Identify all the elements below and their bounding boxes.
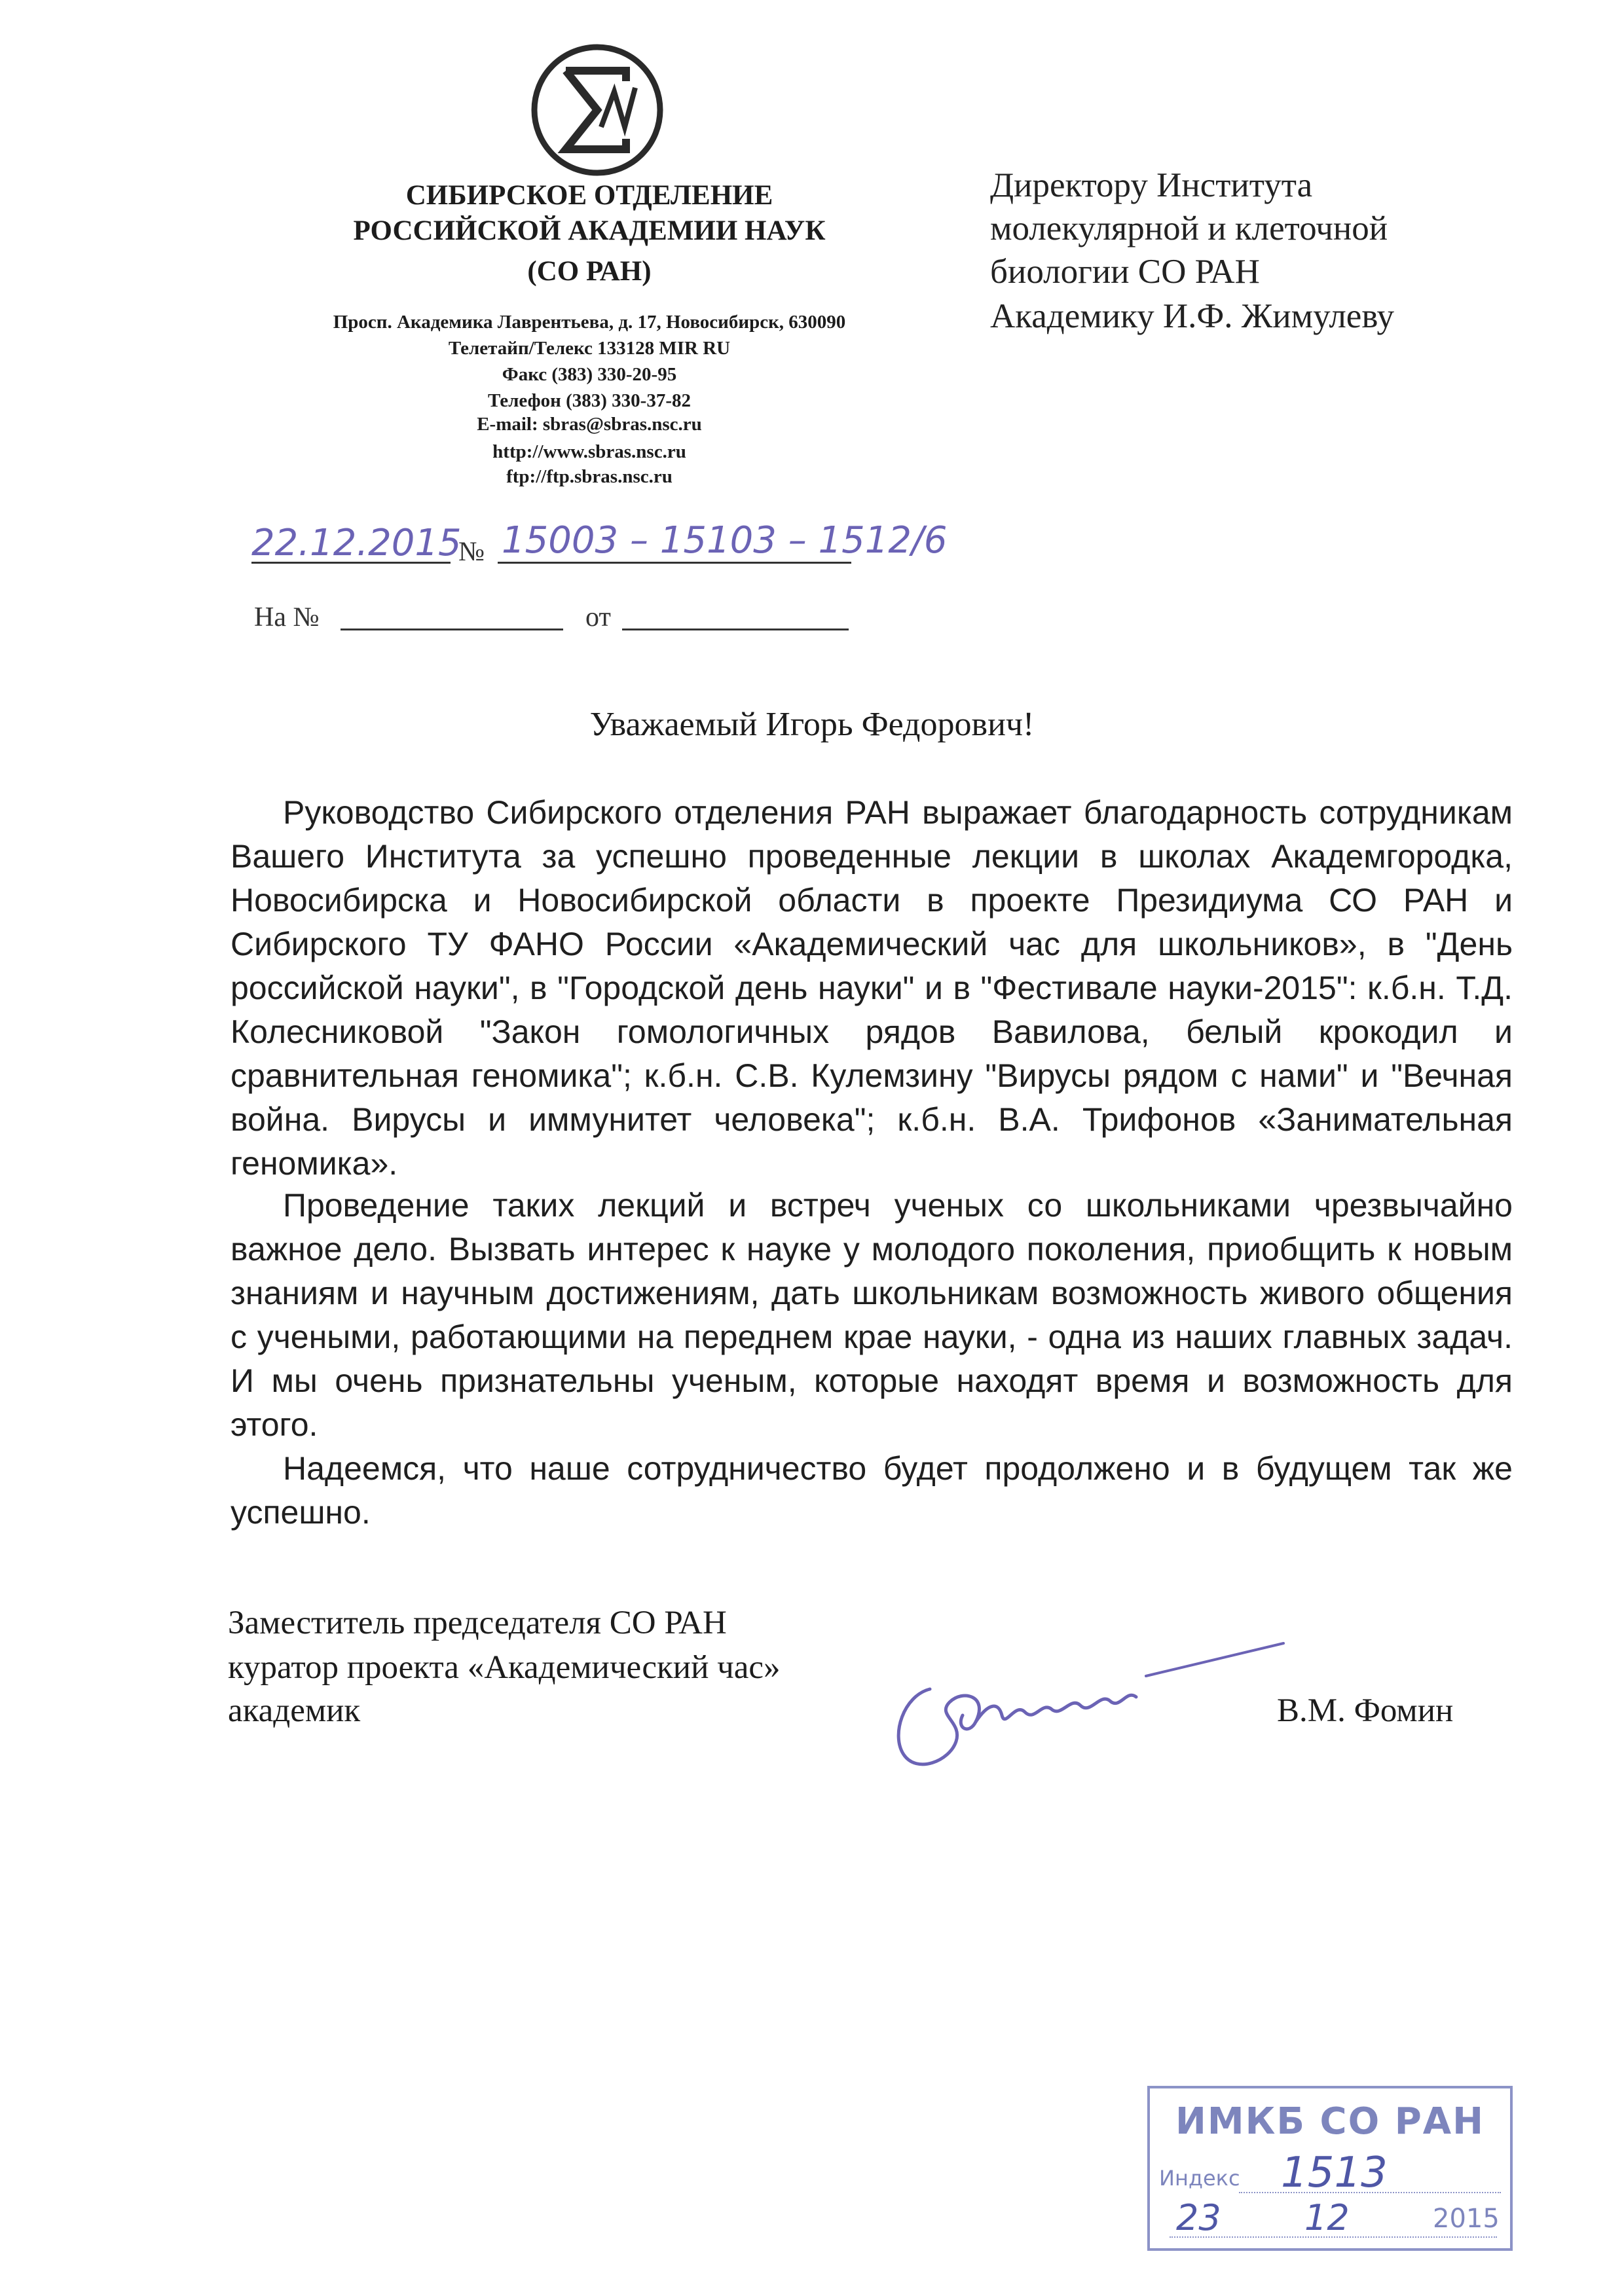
org-fax: Факс (383) 330-20-95 [502,364,677,385]
stamp-organization: ИМКБ СО РАН [1175,2100,1485,2143]
stamp-year: 2015 [1433,2204,1500,2234]
closing-position-line2: куратор проекта «Академический час» [228,1649,781,1686]
registration-date: 22.12.2015 [251,522,462,564]
stamp-month: 12 [1304,2197,1350,2238]
salutation: Уважаемый Игорь Федорович! [589,706,1035,743]
org-email: E-mail: sbras@sbras.nsc.ru [477,414,702,435]
addressee-line3: биологии СО РАН [990,253,1260,291]
org-name-abbr: (СО РАН) [527,256,652,287]
org-ftp: ftp://ftp.sbras.nsc.ru [506,466,673,487]
sb-ras-logo-icon [528,41,667,179]
closing-position-line1: Заместитель председателя СО РАН [228,1605,727,1641]
body-paragraph-2: Проведение таких лекций и встреч ученых со школьниками чрезвычайно важное дело. Вызвать интерес к науке у молодого поколения, приобщить к новым знаниям и научным достижениям, дать школьникам возможность живого общения с учеными, работающими на переднем крае науки, - одна из наших главных задач. И мы очень признательны ученым, которые находят время и возможность для этого. [231,1187,1513,1443]
reply-from-label: от [585,602,611,632]
stamp-index-label: Индекс [1159,2166,1240,2191]
registration-stamp [1147,2086,1513,2251]
registration-number-underline [498,562,851,564]
org-name-line1: СИБИРСКОЕ ОТДЕЛЕНИЕ [405,180,773,211]
org-address: Просп. Академика Лаврентьева, д. 17, Новосибирск, 630090 [333,312,846,333]
body-paragraph-1: Руководство Сибирского отделения РАН выражает благодарность сотрудникам Вашего Института за успешно проведенные лекции в школах Академгородка, Новосибирска и Новосибирской области в проекте Президиума СО РАН и Сибирского ТУ ФАНО России «Академический час для школьников», в "День российской науки", в "Городской день науки" и в "Фестивале науки-2015": к.б.н. Т.Д. Колесниковой "Закон гомологичных рядов Вавилова, белый крокодил и сравнительная геномика"; к.б.н. С.В. Кулемзину "Вирусы рядом с нами" и "Вечная война. Вирусы и иммунитет человека"; к.б.н. В.А. Трифонов «Занимательная геномика». [231,794,1513,1182]
org-website: http://www.sbras.nsc.ru [492,441,686,462]
stamp-index-line [1239,2192,1501,2193]
handwritten-signature [877,1624,1297,1787]
addressee-line1: Директору Института [990,166,1313,204]
reply-from-date-field [622,629,849,630]
closing-position-line3: академик [228,1692,361,1729]
registration-date-underline [251,562,451,564]
org-telex: Телетайп/Телекс 133128 MIR RU [448,338,731,359]
addressee-line2: молекулярной и клеточной [990,210,1388,247]
org-name-line2: РОССИЙСКОЙ АКАДЕМИИ НАУК [353,215,826,246]
addressee-line4: Академику И.Ф. Жимулеву [990,297,1395,335]
org-phone: Телефон (383) 330-37-82 [487,390,691,411]
stamp-index: 1513 [1281,2149,1388,2197]
reply-to-number-field [341,629,563,630]
body-paragraph-3: Надеемся, что наше сотрудничество будет продолжено и в будущем так же успешно. [231,1450,1513,1531]
reply-to-label: На № [254,602,320,632]
registration-number-label: № [458,537,485,567]
signer-name: В.М. Фомин [1277,1692,1454,1729]
stamp-day: 23 [1176,2197,1221,2238]
registration-number: 15003 – 15103 – 1512/6 [502,519,948,562]
stamp-date-line [1170,2236,1497,2238]
